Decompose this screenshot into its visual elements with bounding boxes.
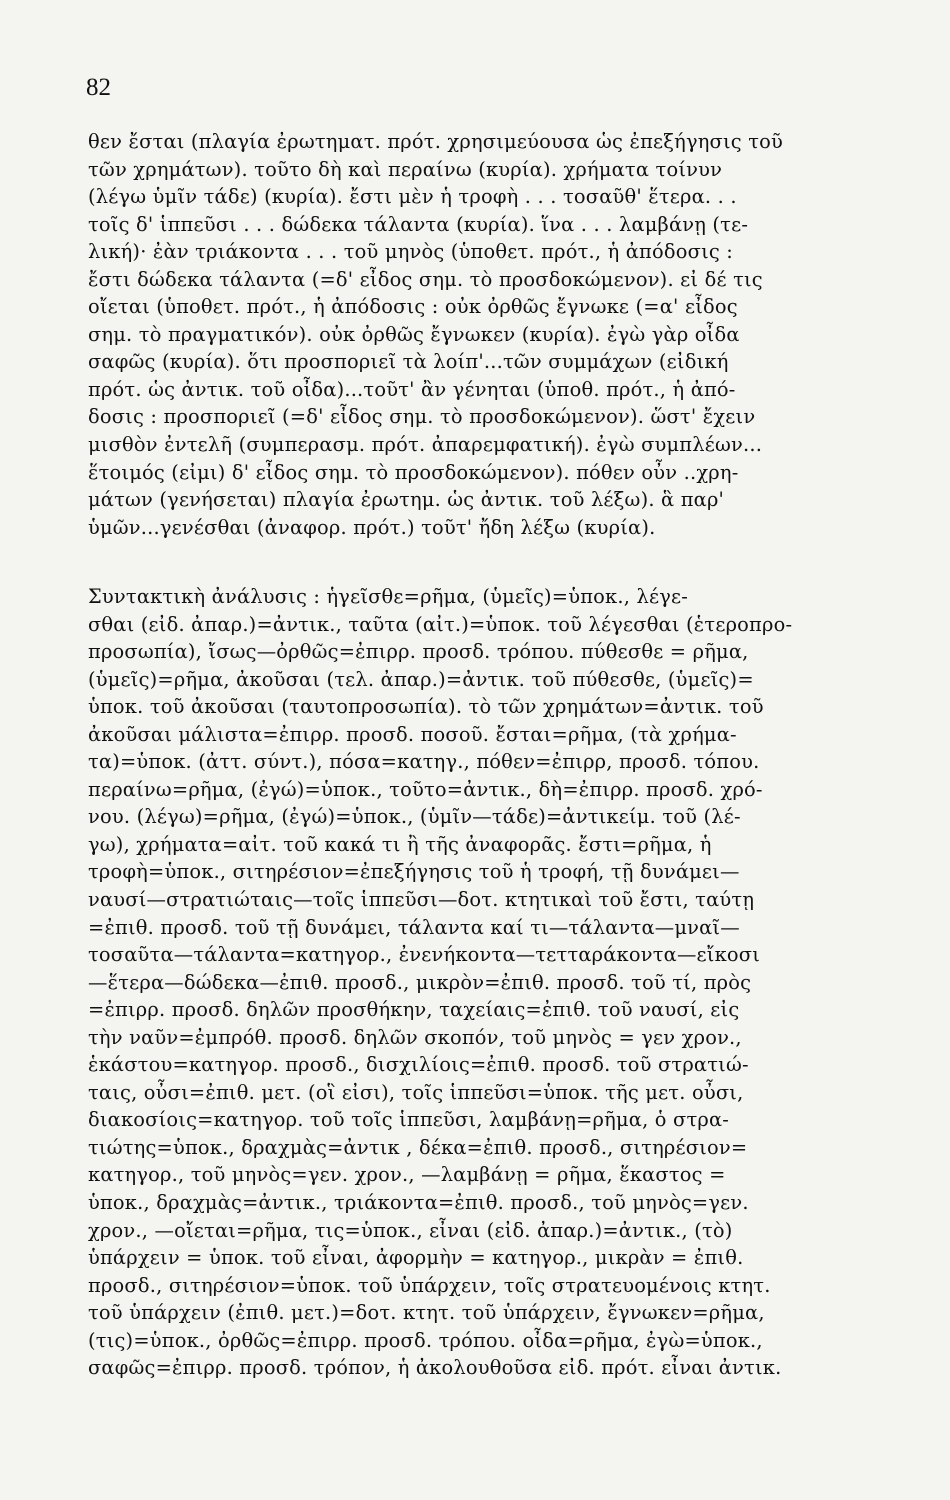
text-line: ἕτοιμός (εἰμι) δ' εἶδος σημ. τὸ προσδοκώμενον). πόθεν οὖν ..χρη- <box>88 460 739 484</box>
text-line: τοῖς δ' ἱππεῦσι . . . δώδεκα τάλαντα (κυρία). ἵνα . . . λαμβάνῃ (τε- <box>88 212 749 236</box>
text-line: σημ. τὸ πραγματικόν). οὐκ ὀρθῶς ἔγνωκεν (κυρία). ἐγὼ γὰρ οἶδα <box>88 322 740 346</box>
text-line: τὴν ναῦν=ἐμπρόθ. προσδ. δηλῶν σκοπόν, τοῦ μηνὸς = γεν χρον., <box>88 1025 742 1049</box>
text-line: ταις, οὖσι=ἐπιθ. μετ. (οἳ εἰσι), τοῖς ἱππεῦσι=ὑποκ. τῆς μετ. οὖσι, <box>88 1080 744 1104</box>
text-line: κατηγορ., τοῦ μηνὸς=γεν. χρον., —λαμβάνῃ = ρῆμα, ἕκαστος = <box>88 1163 726 1187</box>
text-line: τῶν χρημάτων). τοῦτο δὴ καὶ περαίνω (κυρία). χρήματα τοίνυν <box>88 157 723 181</box>
text-line: ἑκάστου=κατηγορ. προσδ., δισχιλίοις=ἐπιθ. προσδ. τοῦ στρατιώ- <box>88 1053 749 1077</box>
text-line: ὑπάρχειν = ὑποκ. τοῦ εἶναι, ἀφορμὴν = κατηγορ., μικρὰν = ἐπιθ. <box>88 1246 744 1270</box>
text-line: =ἐπιρρ. προσδ. δηλῶν προσθήκην, ταχείαις=ἐπιθ. τοῦ ναυσί, εἰς <box>88 998 740 1022</box>
text-line: τροφὴ=ὑποκ., σιτηρέσιον=ἐπεξήγησις τοῦ ἡ τροφή, τῇ δυνάμει— <box>88 860 740 884</box>
text-line: τοῦ ὑπάρχειν (ἐπιθ. μετ.)=δοτ. κτητ. τοῦ ὑπάρχειν, ἔγνωκεν=ρῆμα, <box>88 1301 765 1325</box>
text-line: ἀκοῦσαι μάλιστα=ἐπιρρ. προσδ. ποσοῦ. ἔσται=ρῆμα, (τὰ χρήμα- <box>88 722 737 746</box>
text-line: =ἐπιθ. προσδ. τοῦ τῇ δυνάμει, τάλαντα καί τι—τάλαντα—μναῖ— <box>88 915 740 939</box>
text-line: Συντακτικὴ ἀνάλυσις : ἡγεῖσθε=ρῆμα, (ὑμεῖς)=ὑποκ., λέγε- <box>88 585 688 608</box>
text-line: οἴεται (ὑποθετ. πρότ., ἡ ἀπόδοσις : οὐκ ὀρθῶς ἔγνωκε (=α' εἶδος <box>88 295 738 319</box>
text-line: περαίνω=ρῆμα, (ἐγώ)=ὑποκ., τοῦτο=ἀντικ., δὴ=ἐπιρρ. προσδ. χρό- <box>88 777 763 801</box>
page-number: 82 <box>86 74 111 101</box>
text-line: ὑποκ. τοῦ ἀκοῦσαι (ταυτοπροσωπία). τὸ τῶν χρημάτων=ἀντικ. τοῦ <box>88 695 764 719</box>
text-line: τα)=ὑποκ. (ἀττ. σύντ.), πόσα=κατηγ., πόθεν=ἐπιρρ, προσδ. τόπου. <box>88 750 760 774</box>
text-line: (ὑμεῖς)=ρῆμα, ἀκοῦσαι (τελ. ἀπαρ.)=ἀντικ. τοῦ πύθεσθε, (ὑμεῖς)= <box>88 667 754 691</box>
text-line: τιώτης=ὑποκ., δραχμὰς=ἀντικ , δέκα=ἐπιθ. προσδ., σιτηρέσιον= <box>88 1135 748 1159</box>
text-line: προσδ., σιτηρέσιον=ὑποκ. τοῦ ὑπάρχειν, τοῖς στρατευομένοις κτητ. <box>88 1273 771 1297</box>
text-line: ναυσί—στρατιώταις—τοῖς ἱππεῦσι—δοτ. κτητικαὶ τοῦ ἔστι, ταύτῃ <box>88 888 755 912</box>
text-line: (τις)=ὑποκ., ὀρθῶς=ἐπιρρ. προσδ. τρόπου. οἶδα=ρῆμα, ἐγὼ=ὑποκ., <box>88 1328 763 1352</box>
text-line: λική)· ἐὰν τριάκοντα . . . τοῦ μηνὸς (ὑποθετ. πρότ., ἡ ἀπόδοσις : <box>88 240 734 264</box>
text-line: θεν ἔσται (πλαγία ἐρωτηματ. πρότ. χρησιμεύουσα ὡς ἐπεξήγησις τοῦ <box>88 130 784 153</box>
text-line: χρον., —οἴεται=ρῆμα, τις=ὑποκ., εἶναι (εἰδ. ἀπαρ.)=ἀντικ., (τὸ) <box>88 1218 733 1242</box>
text-line: γω), χρήματα=αἰτ. τοῦ κακά τι ἢ τῆς ἀναφορᾶς. ἔστι=ρῆμα, ἡ <box>88 832 712 856</box>
text-line: μάτων (γενήσεται) πλαγία ἐρωτημ. ὡς ἀντικ. τοῦ λέξω). ἃ παρ' <box>88 488 725 512</box>
text-line: δοσις : προσποριεῖ (=δ' εἶδος σημ. τὸ προσδοκώμενον). ὥστ' ἔχειν <box>88 405 756 429</box>
text-line: σθαι (εἰδ. ἀπαρ.)=ἀντικ., ταῦτα (αἰτ.)=ὑποκ. τοῦ λέγεσθαι (ἑτεροπρο- <box>88 612 793 636</box>
text-line: τοσαῦτα—τάλαντα=κατηγορ., ἐνενήκοντα—τετταράκοντα—εἴκοσι <box>88 943 761 967</box>
text-line: —ἕτερα—δώδεκα—ἐπιθ. προσδ., μικρὸν=ἐπιθ. προσδ. τοῦ τί, πρὸς <box>88 970 752 994</box>
text-line: προσωπία), ἴσως—ὀρθῶς=ἐπιρρ. προσδ. τρόπου. πύθεσθε = ρῆμα, <box>88 640 749 664</box>
text-line: σαφῶς=ἐπιρρ. προσδ. τρόπον, ἡ ἀκολουθοῦσα εἰδ. πρότ. εἶναι ἀντικ. <box>88 1356 782 1380</box>
paragraph-syntactic-analysis <box>88 583 908 1382</box>
text-line: νου. (λέγω)=ρῆμα, (ἐγώ)=ὑποκ., (ὑμῖν—τάδε)=ἀντικείμ. τοῦ (λέ- <box>88 805 741 829</box>
text-line: ὑμῶν...γενέσθαι (ἀναφορ. πρότ.) τοῦτ' ἤδη λέξω (κυρία). <box>88 515 656 539</box>
text-line: μισθὸν ἐντελῆ (συμπερασμ. πρότ. ἀπαρεμφατική). ἐγὼ συμπλέων... <box>88 433 763 457</box>
text-line: ὑποκ., δραχμὰς=ἀντικ., τριάκοντα=ἐπιθ. προσδ., τοῦ μηνὸς=γεν. <box>88 1191 749 1215</box>
text-line: σαφῶς (κυρία). ὅτι προσποριεῖ τὰ λοίπ'...τῶν συμμάχων (εἰδική <box>88 350 729 374</box>
text-line: (λέγω ὑμῖν τάδε) (κυρία). ἔστι μὲν ἡ τροφὴ . . . τοσαῦθ' ἕτερα. . . <box>88 185 737 209</box>
text-line: ἔστι δώδεκα τάλαντα (=δ' εἶδος σημ. τὸ προσδοκώμενον). εἰ δέ τις <box>88 267 763 291</box>
paragraph-commentary <box>88 128 908 541</box>
text-line: διακοσίοις=κατηγορ. τοῦ τοῖς ἱππεῦσι, λαμβάνῃ=ρῆμα, ὁ στρα- <box>88 1108 730 1132</box>
text-line: πρότ. ὡς ἀντικ. τοῦ οἶδα)...τοῦτ' ἂν γένηται (ὑποθ. πρότ., ἡ ἀπό- <box>88 377 736 401</box>
